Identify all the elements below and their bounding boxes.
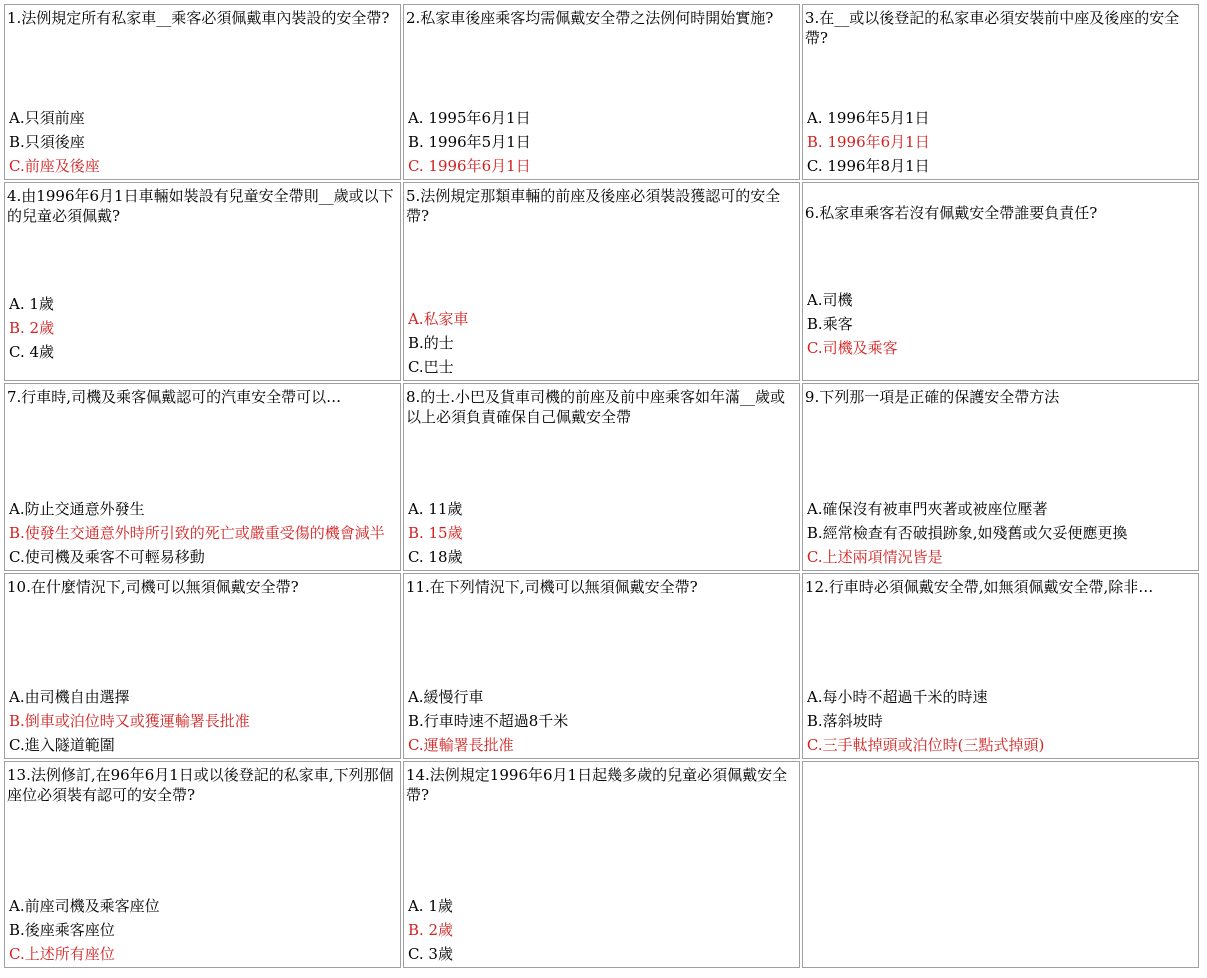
- question-text: 1.法例規定所有私家車__乘客必須佩戴車內裝設的安全帶?: [7, 9, 390, 27]
- option-a: A.只須前座: [9, 109, 85, 127]
- option-c-correct: C.前座及後座: [9, 157, 100, 175]
- quiz-row: [4, 182, 1199, 381]
- option-list: [5, 894, 400, 967]
- option-a-correct: A.私家車: [407, 310, 469, 328]
- option-list: [5, 106, 400, 179]
- option-list: [404, 106, 799, 179]
- option-c: C.進入隧道範圍: [9, 736, 115, 754]
- question-text: 9.下列那一項是正確的保護安全帶方法: [804, 388, 1060, 406]
- option-a: A.每小時不超過千米的時速: [806, 688, 988, 706]
- option-list: [803, 106, 1198, 179]
- option-a: A.司機: [806, 291, 853, 309]
- option-list: [5, 292, 400, 380]
- option-b: B.後座乘客座位: [9, 921, 115, 939]
- question-text: 3.在__或以後登記的私家車必須安裝前中座及後座的安全帶?: [804, 9, 1180, 47]
- option-a: A.由司機自由選擇: [9, 688, 130, 706]
- quiz-row: [4, 383, 1199, 571]
- option-c-correct: C.司機及乘客: [806, 339, 898, 357]
- option-list: [404, 894, 799, 967]
- question-cell-7: [4, 383, 401, 571]
- option-c-correct: C.上述所有座位: [9, 945, 115, 963]
- option-b: B. 1996年5月1日: [407, 133, 531, 151]
- question-cell-6: [802, 182, 1199, 381]
- option-c: C.巴士: [407, 358, 454, 376]
- option-list: [5, 497, 400, 570]
- question-cell-5: [403, 182, 800, 381]
- option-c-correct: C.三手軚掉頭或泊位時(三點式掉頭): [806, 736, 1045, 754]
- option-list: [803, 288, 1198, 380]
- option-b: B.乘客: [806, 315, 853, 333]
- question-cell-1: [4, 4, 401, 180]
- option-c-correct: C.運輸署長批准: [407, 736, 514, 754]
- option-c-correct: C. 1996年6月1日: [407, 157, 531, 175]
- option-b-correct: B. 2歲: [407, 921, 454, 939]
- option-list: [5, 685, 400, 758]
- question-text: 4.由1996年6月1日車輛如裝設有兒童安全帶則__歲或以下的兒童必須佩戴?: [7, 187, 394, 225]
- option-b-correct: B.使發生交通意外時所引致的死亡或嚴重受傷的機會減半: [9, 524, 385, 542]
- option-c: C.使司機及乘客不可輕易移動: [9, 548, 205, 566]
- option-c-correct: C.上述兩項情況皆是: [806, 548, 943, 566]
- question-text: 13.法例修訂,在96年6月1日或以後登記的私家車,下列那個座位必須裝有認可的安全帶?: [7, 766, 394, 804]
- question-text: 2.私家車後座乘客均需佩戴安全帶之法例何時開始實施?: [405, 9, 774, 27]
- question-cell-12: [802, 573, 1199, 759]
- question-cell-14: [403, 761, 800, 968]
- option-b: B.經常檢查有否破損跡象,如殘舊或欠妥便應更換: [806, 524, 1128, 542]
- option-list: [803, 685, 1198, 758]
- question-text: 8.的士.小巴及貨車司機的前座及前中座乘客如年滿__歲或以上必須負責確保自己佩戴安全帶: [405, 388, 786, 426]
- option-list: [404, 685, 799, 758]
- option-b: B.只須後座: [9, 133, 85, 151]
- option-b: B.落斜坡時: [806, 712, 883, 730]
- option-b: B.的士: [407, 334, 454, 352]
- question-text: 7.行車時,司機及乘客佩戴認可的汽車安全帶可以…: [7, 388, 342, 406]
- option-c: C. 3歲: [407, 945, 453, 963]
- quiz-row: [4, 573, 1199, 759]
- question-text: 5.法例規定那類車輛的前座及後座必須裝設獲認可的安全帶?: [405, 187, 781, 225]
- option-a: A. 1歲: [9, 295, 54, 313]
- quiz-table: [2, 2, 1201, 970]
- option-a: A. 11歲: [407, 500, 463, 518]
- option-b-correct: B.倒車或泊位時又或獲運輸署長批准: [9, 712, 250, 730]
- question-cell-4: [4, 182, 401, 381]
- question-text: 6.私家車乘客若沒有佩戴安全帶誰要負責任?: [804, 204, 1098, 222]
- quiz-row: [4, 761, 1199, 968]
- option-a: A.前座司機及乘客座位: [9, 897, 160, 915]
- option-list: [404, 497, 799, 570]
- question-cell-11: [403, 573, 800, 759]
- option-b-correct: B. 2歲: [9, 319, 55, 337]
- question-text: 10.在什麼情況下,司機可以無須佩戴安全帶?: [7, 578, 299, 596]
- option-a: A. 1歲: [407, 897, 453, 915]
- option-list: [404, 307, 799, 380]
- question-cell-8: [403, 383, 800, 571]
- option-a: A.防止交通意外發生: [9, 500, 145, 518]
- question-cell-3: [802, 4, 1199, 180]
- option-c: C. 1996年8月1日: [806, 157, 930, 175]
- quiz-row: [4, 4, 1199, 180]
- option-b-correct: B. 1996年6月1日: [806, 133, 930, 151]
- option-a: A. 1996年5月1日: [806, 109, 930, 127]
- option-b: B.行車時速不超過8千米: [407, 712, 569, 730]
- empty-cell: [802, 761, 1199, 968]
- question-cell-2: [403, 4, 800, 180]
- question-cell-13: [4, 761, 401, 968]
- question-cell-10: [4, 573, 401, 759]
- option-c: C. 18歲: [407, 548, 463, 566]
- option-a: A.緩慢行車: [407, 688, 484, 706]
- option-b-correct: B. 15歲: [407, 524, 463, 542]
- option-a: A.確保沒有被車門夾著或被座位壓著: [806, 500, 1048, 518]
- option-c: C. 4歲: [9, 343, 55, 361]
- question-text: 14.法例規定1996年6月1日起幾多歲的兒童必須佩戴安全帶?: [405, 766, 788, 804]
- option-a: A. 1995年6月1日: [407, 109, 531, 127]
- question-text: 11.在下列情況下,司機可以無須佩戴安全帶?: [405, 578, 698, 596]
- question-text: 12.行車時必須佩戴安全帶,如無須佩戴安全帶,除非…: [804, 578, 1154, 596]
- question-cell-9: [802, 383, 1199, 571]
- option-list: [803, 497, 1198, 570]
